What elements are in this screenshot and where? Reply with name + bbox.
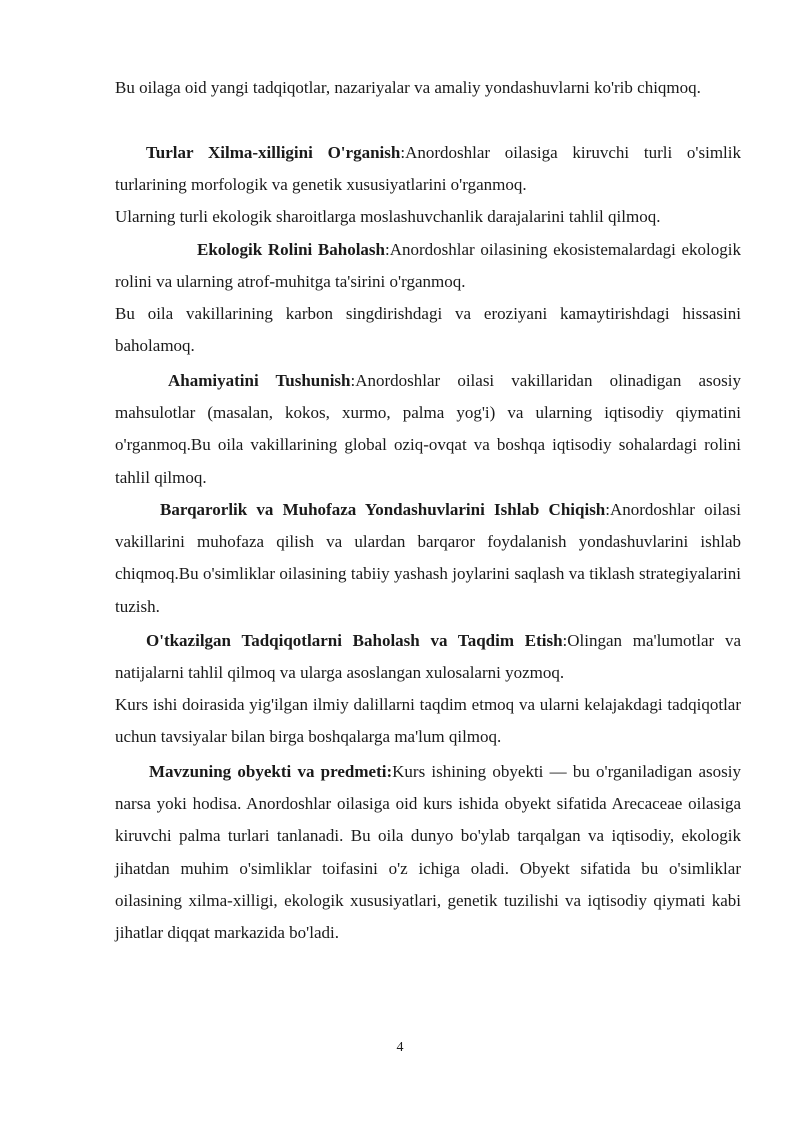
section-heading: Ekologik Rolini Baholash bbox=[197, 240, 386, 259]
paragraph-recommendations bbox=[115, 689, 741, 753]
paragraph-text: Kurs ishi doirasida yig'ilgan ilmiy dalillarni taqdim etmoq va ularni kelajakdagi tadqiqotlar uchun tavsiyalar bilan birga boshqalarga ma'lum qilmoq. bbox=[115, 695, 741, 747]
paragraph-ecological-role bbox=[115, 234, 741, 298]
paragraph-sustainability bbox=[115, 494, 741, 623]
paragraph-evaluation bbox=[115, 625, 741, 689]
page-number: 4 bbox=[396, 1040, 404, 1055]
section-heading: Turlar Xilma-xilligini O'rganish bbox=[146, 143, 401, 162]
paragraph-object-subject bbox=[115, 756, 741, 949]
section-heading: Ahamiyatini Tushunish bbox=[168, 371, 351, 390]
paragraph-adaptation bbox=[115, 201, 741, 233]
paragraph-text: :Anordoshlar oilasiga kiruvchi turli o'simlik turlarining morfologik va genetik xususiyatlarini o'rganmoq. bbox=[115, 143, 742, 195]
paragraph-intro bbox=[115, 72, 741, 104]
paragraph-text: Kurs ishining obyekti — bu o'rganiladigan asosiy narsa yoki hodisa. Anordoshlar oilasiga oid kurs ishida obyekt sifatida Arecaceae oilasiga kiruvchi palma turlari tanlanadi. Bu oila dunyo bo'ylab tarqalgan va iqtisodiy, ekologik jihatdan muhim o'simliklar toifasini o'z ichiga oladi. Obyekt sifatida bu o'simliklar oilasining xilma-xilligi, ekologik xususiyatlari, genetik tuzilishi va iqtisodiy qiymati kabi jihatlar diqqat markazida bo'ladi. bbox=[115, 762, 741, 943]
paragraph-text: Bu oila vakillarining karbon singdirishdagi va eroziyani kamaytirishdagi hissasini baholamoq. bbox=[115, 304, 741, 356]
paragraph-text: :Anordoshlar oilasi vakillaridan olinadigan asosiy mahsulotlar (masalan, kokos, xurmo, palma yog'i) va ularning iqtisodiy qiymatini o'rganmoq.Bu oila vakillarining global oziq-ovqat va boshqa iqtisodiy sohalardagi rolini tahlil qilmoq. bbox=[115, 371, 741, 487]
paragraph-text: Bu oilaga oid yangi tadqiqotlar, nazariyalar va amaliy yondashuvlarni ko'rib chiqmoq. bbox=[115, 78, 701, 97]
paragraph-text: :Anordoshlar oilasi vakillarini muhofaza qilish va ulardan barqaror foydalanish yondashuvlarini ishlab chiqmoq.Bu o'simliklar oilasining tabiiy yashash joylarini saqlash va tiklash strategiyalarini tuzish. bbox=[115, 500, 741, 616]
section-heading: Barqarorlik va Muhofaza Yondashuvlarini Ishlab Chiqish bbox=[160, 500, 606, 519]
section-heading: O'tkazilgan Tadqiqotlarni Baholash va Taqdim Etish bbox=[146, 631, 563, 650]
paragraph-species-diversity bbox=[115, 137, 741, 201]
paragraph-text: :Olingan ma'lumotlar va natijalarni tahlil qilmoq va ularga asoslangan xulosalarni yozmoq. bbox=[115, 631, 742, 683]
section-heading: Mavzuning obyekti va predmeti: bbox=[149, 762, 393, 781]
paragraph-text: Ularning turli ekologik sharoitlarga moslashuvchanlik darajalarini tahlil qilmoq. bbox=[115, 207, 661, 226]
paragraph-importance bbox=[115, 365, 741, 494]
paragraph-carbon bbox=[115, 298, 741, 362]
paragraph-text: :Anordoshlar oilasining ekosistemalardagi ekologik rolini va ularning atrof-muhitga ta'sirini o'rganmoq. bbox=[115, 240, 741, 292]
